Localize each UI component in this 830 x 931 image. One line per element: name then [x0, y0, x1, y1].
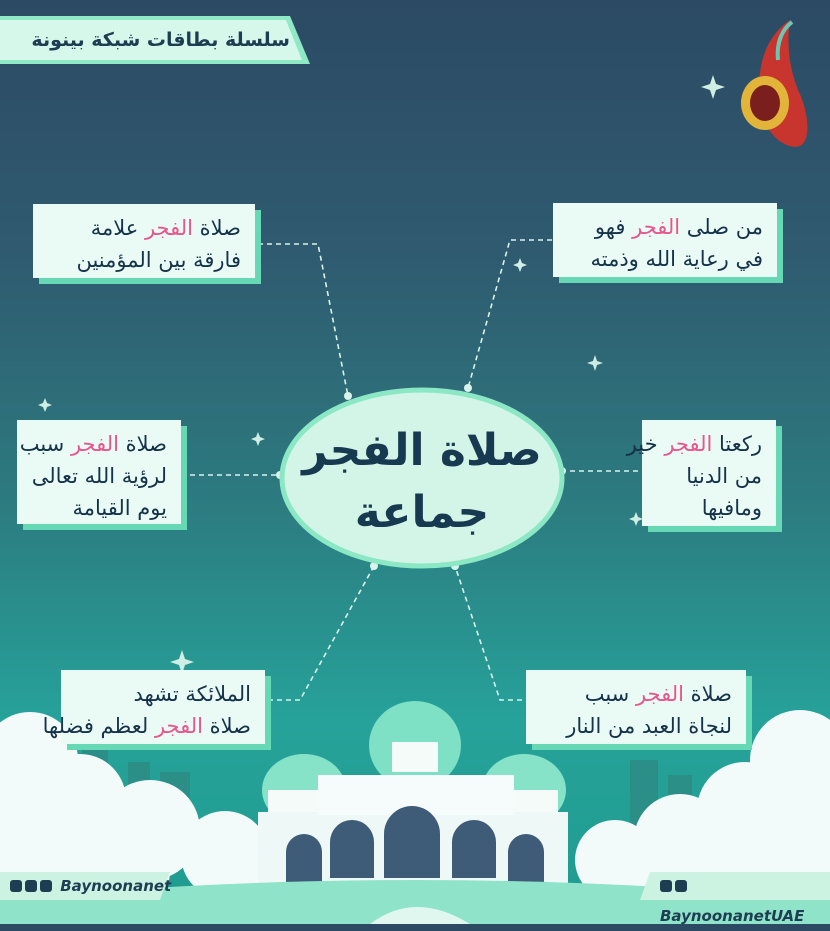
card-line: يوم القيامة [72, 496, 167, 520]
card-guardian-of-allah [553, 203, 777, 277]
card-angels-witness [42, 670, 265, 744]
snapchat-icon [660, 880, 672, 892]
card-line: من صلى الفجر فهو [594, 215, 763, 239]
card-distinguishing-sign [33, 204, 255, 278]
youtube-icon [40, 880, 52, 892]
card-line: من الدنيا [686, 464, 762, 488]
card-line: صلاة الفجر سبب [584, 682, 732, 706]
footer-right-handle: BaynoonanetUAE [660, 871, 830, 901]
center-title [288, 420, 556, 544]
card-line: ركعتا الفجر خير [626, 432, 762, 456]
footer-left-handle: Baynoonanet [10, 871, 171, 901]
instagram-icon [10, 880, 22, 892]
card-two-rakats [626, 420, 776, 526]
card-line: لنجاة العبد من النار [566, 714, 732, 738]
mosque-illustration [258, 701, 568, 892]
card-line: فارقة بين المؤمنين [76, 248, 241, 272]
baynoona-logo [741, 20, 807, 147]
card-line: لرؤية الله تعالى [31, 464, 167, 488]
card-seeing-allah [17, 420, 181, 524]
stars-decoration [38, 75, 751, 688]
card-line: صلاة الفجر علامة [90, 216, 241, 240]
card-line: ومافيها [701, 496, 762, 520]
card-salvation-from-fire [526, 670, 746, 744]
twitter-icon [25, 880, 37, 892]
center-title-line1: صلاة الفجر [302, 425, 542, 476]
facebook-icon [675, 880, 687, 892]
card-line: صلاة الفجر لعظم فضلها [42, 714, 251, 738]
series-title: سلسلة بطاقات شبكة بينونة [31, 29, 290, 51]
card-line: في رعاية الله وذمته [590, 247, 763, 271]
center-title-line2: جماعة [354, 487, 490, 538]
card-line: صلاة الفجر سبب [19, 432, 167, 456]
card-line: الملائكة تشهد [133, 682, 251, 706]
